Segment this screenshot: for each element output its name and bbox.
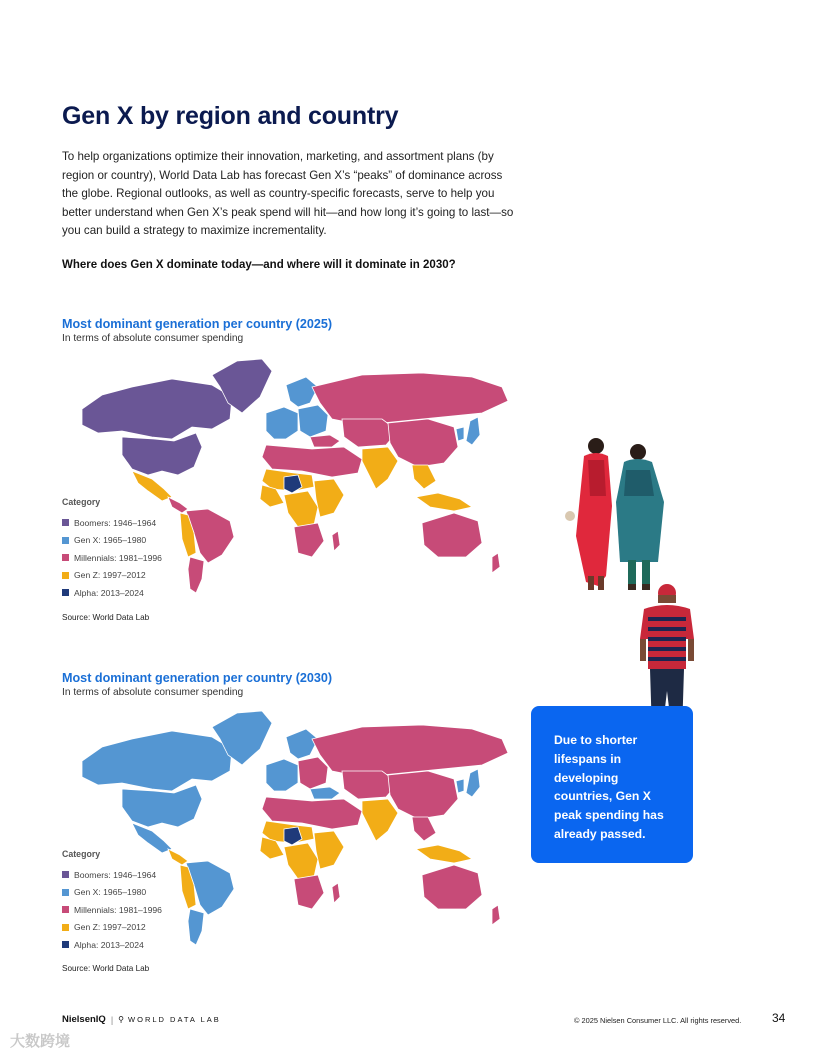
country-canada [82,731,232,791]
country-australia [422,865,482,909]
country-westeurope [266,407,298,439]
legend-swatch [62,537,69,544]
legend-item-millennials: Millennials: 1981–1996 [62,549,162,567]
country-argentina [188,909,204,945]
photo-women-walking [562,436,674,592]
country-eastafrica [314,831,344,869]
brand-separator: | [110,1014,114,1025]
country-madagascar [332,531,340,551]
legend-item-boomers: Boomers: 1946–1964 [62,514,162,532]
legend-swatch [62,906,69,913]
country-usa [122,785,202,827]
legend-item-alpha: Alpha: 2013–2024 [62,584,162,602]
country-scandinavia [286,377,318,407]
country-canada [82,379,232,439]
country-china [388,771,458,819]
callout-box [531,706,693,863]
country-southafrica [294,523,324,557]
nielseniq-logo: NielsenIQ [62,1014,106,1025]
legend-item-genz: Gen Z: 1997–2012 [62,567,162,585]
map-2030-block [62,671,522,981]
map-2025-source: Source: World Data Lab [62,613,150,622]
callout-text: Due to shorter lifespans in developing countries, Gen X peak spending has already passed. [554,733,664,841]
country-westeurope [266,759,298,791]
country-russia [312,725,508,777]
country-centralafrica [284,491,318,527]
map-2025-legend [62,497,162,602]
legend-swatch [62,554,69,561]
map-2030-source: Source: World Data Lab [62,964,150,973]
country-seasia [412,817,436,841]
watermark: 大数跨境 [10,1033,71,1050]
legend-swatch [62,889,69,896]
map-2030-legend [62,849,162,954]
map-2030-subtitle: In terms of absolute consumer spending [62,687,244,698]
section-question: Where does Gen X dominate today—and where will it dominate in 2030? [62,259,456,271]
legend-item-genz: Gen Z: 1997–2012 [62,919,162,937]
legend-item-millennials: Millennials: 1981–1996 [62,901,162,919]
legend-item-genx: Gen X: 1965–1980 [62,532,162,550]
country-indonesia [416,845,472,863]
legend-swatch [62,572,69,579]
country-centralam [168,497,188,513]
map-2025-block [62,317,522,627]
country-argentina [188,557,204,593]
country-russia [312,373,508,425]
page-title: Gen X by region and country [62,102,399,130]
country-scandinavia [286,729,318,759]
legend-swatch [62,924,69,931]
country-easteurope [298,405,328,437]
legend-item-boomers: Boomers: 1946–1964 [62,866,162,884]
map-2025-subtitle: In terms of absolute consumer spending [62,333,244,344]
legend-swatch [62,519,69,526]
country-usa [122,433,202,475]
page-number: 34 [772,1011,786,1025]
country-korea [456,779,464,793]
country-nz [492,905,500,925]
legend-item-alpha: Alpha: 2013–2024 [62,936,162,954]
country-madagascar [332,883,340,903]
country-australia [422,513,482,557]
intro-paragraph: To help organizations optimize their innovation, marketing, and assortment plans (by region or country), World Data Lab has forecast Gen X’s “peaks” of dominance across the globe. Regional outlooks, as well as country-specific forecasts, serve to help you better understand when Gen X’s peak spend will hit—and how long it’s going to last—so you can build a strategy to maximize incrementality. [62,150,514,238]
country-eastafrica [314,479,344,517]
country-india [362,447,398,489]
legend-item-genx: Gen X: 1965–1980 [62,884,162,902]
country-seasia [412,465,436,489]
map-2030-title: Most dominant generation per country (2030) [62,671,333,685]
legend-swatch [62,589,69,596]
footer-brands [62,1014,221,1025]
country-japan [466,769,480,797]
world-data-lab-logo: WORLD DATA LAB [128,1015,221,1024]
country-indonesia [416,493,472,511]
country-easteurope [298,757,328,789]
legend-title: Category [62,497,101,507]
country-korea [456,427,464,441]
copyright-text: © 2025 Nielsen Consumer LLC. All rights reserved. [574,1016,742,1025]
map-2025-title: Most dominant generation per country (2025) [62,317,333,331]
country-turkey [310,435,340,447]
country-japan [466,417,480,445]
country-centralam [168,849,188,865]
world-data-lab-icon: ⚲ [118,1015,125,1024]
country-china [388,419,458,467]
legend-swatch [62,871,69,878]
country-nz [492,553,500,573]
country-turkey [310,787,340,799]
legend-swatch [62,941,69,948]
country-india [362,799,398,841]
legend-title: Category [62,849,101,859]
country-southafrica [294,875,324,909]
country-centralafrica [284,843,318,879]
